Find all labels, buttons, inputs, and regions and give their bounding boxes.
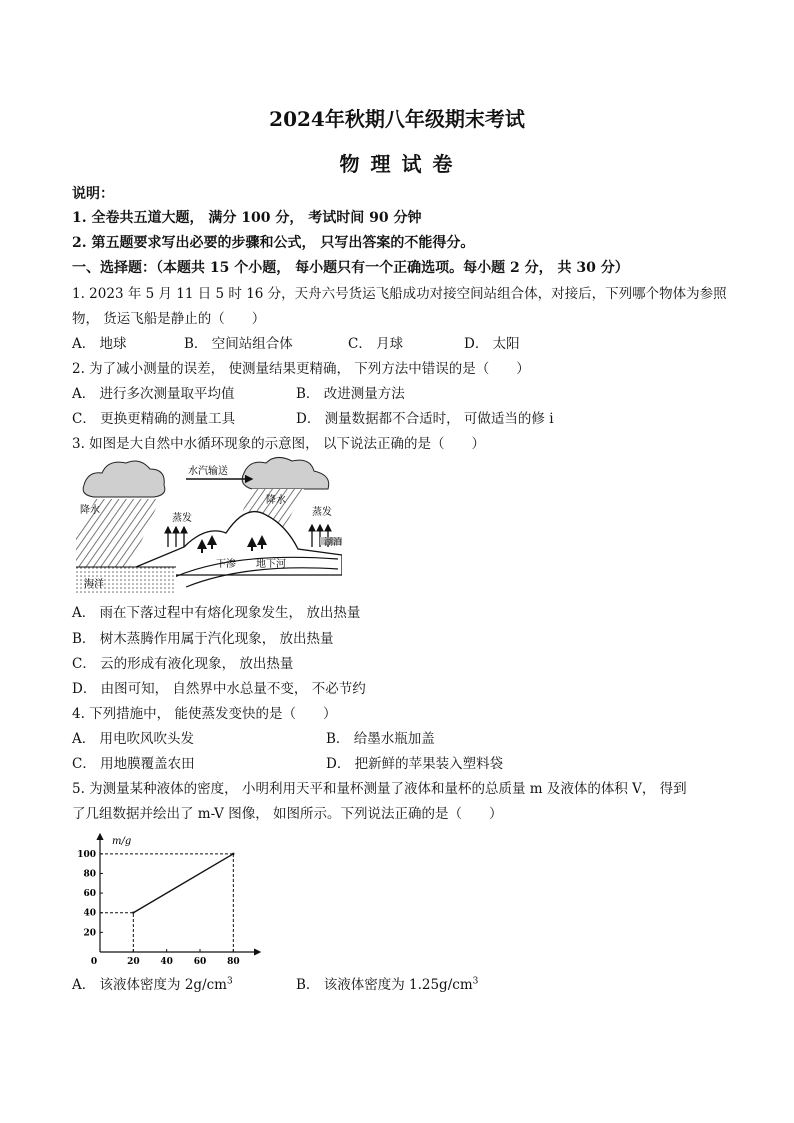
y-axis-label: m/g [112, 836, 132, 847]
q1-option-c: C． 月球 [348, 336, 404, 352]
q3-option-b: B． 树木蒸腾作用属于汽化现象， 放出热量 [72, 631, 334, 647]
data-point [232, 853, 234, 855]
label-rain-right: 降水 [266, 495, 286, 506]
q2-option-a: A． 进行多次测量取平均值 [72, 386, 235, 402]
x-tick-label: 20 [127, 957, 140, 967]
data-point [132, 912, 134, 914]
water-cycle-diagram [76, 455, 342, 599]
q5-option-a-sup: 3 [226, 976, 233, 987]
q1-option-b: B． 空间站组合体 [184, 336, 293, 352]
data-line [133, 854, 233, 913]
q3-stem: 3. 如图是大自然中水循环现象的示意图， 以下说法正确的是（ ） [72, 436, 485, 452]
y-tick-label: 40 [83, 908, 96, 919]
q2-stem: 2. 为了减小测量的误差， 使测量结果更精确， 下列方法中错误的是（ ） [72, 361, 530, 377]
q2-option-b: B． 改进测量方法 [296, 386, 405, 402]
label-lake: 湖泊 [324, 538, 342, 548]
q3-option-a: A． 雨在下落过程中有熔化现象发生， 放出热量 [72, 605, 361, 621]
y-tick-label: 20 [83, 928, 96, 939]
q2-option-d: D． 测量数据都不合适时， 可做适当的修 i [296, 411, 554, 427]
y-tick-label: 60 [83, 889, 96, 900]
q3-option-c: C． 云的形成有液化现象， 放出热量 [72, 656, 294, 672]
q1-stem-line2: 物， 货运飞船是静止的（ ） [72, 311, 266, 327]
q2-option-c: C． 更换更精确的测量工具 [72, 411, 236, 427]
q4-option-b: B． 给墨水瓶加盖 [326, 731, 435, 747]
exam-title: 2024年秋期八年级期末考试 [269, 107, 525, 131]
x-tick-label: 40 [160, 957, 173, 967]
x-tick-label: 80 [227, 957, 240, 967]
notes-heading: 说明： [72, 186, 114, 202]
label-rain-left: 降水 [80, 505, 100, 516]
label-evap-right: 蒸发 [312, 507, 332, 518]
x-tick-label: 0 [90, 957, 98, 967]
q4-option-a: A． 用电吹风吹头发 [72, 731, 195, 747]
label-underground: 地下河 [256, 559, 286, 570]
x-tick-label: 60 [193, 957, 207, 967]
label-infiltration: 下渗 [216, 559, 236, 570]
label-evap-left: 蒸发 [172, 513, 192, 524]
q1-option-d: D． 太阳 [464, 336, 520, 352]
q5-option-a-text: A． 该液体密度为 2g/cm [72, 977, 227, 993]
q4-option-d: D． 把新鲜的苹果装入塑料袋 [326, 756, 504, 772]
y-tick-label: 80 [83, 869, 96, 880]
q5-stem-line1: 5. 为测量某种液体的密度， 小明利用天平和量杯测量了液体和量杯的总质量 m 及液体的体积 V， 得到 [72, 781, 687, 797]
section1-heading: 一、选择题：（本题共 15 个小题， 每小题只有一个正确选项。每小题 2 分， 共 30 分） [72, 260, 629, 276]
q5-option-b-sup: 3 [472, 976, 479, 987]
y-tick-label: 100 [77, 849, 96, 860]
chart-axes [100, 834, 260, 952]
q5-option-a [72, 973, 233, 993]
q3-option-d: D． 由图可知， 自然界中水总量不变， 不必节约 [72, 681, 366, 697]
m-v-graph [74, 830, 264, 974]
note-item-1: 1. 全卷共五道大题， 满分 100 分， 考试时间 90 分钟 [72, 210, 422, 226]
q1-stem-line1: 1. 2023 年 5 月 11 日 5 时 16 分，天舟六号货运飞船成功对接空间站组合体，对接后，下列哪个物体为参照 [72, 286, 727, 302]
q5-stem-line2: 了几组数据并绘出了 m-V 图像， 如图所示。下列说法正确的是（ ） [72, 806, 503, 822]
note-item-2: 2. 第五题要求写出必要的步骤和公式， 只写出答案的不能得分。 [72, 235, 475, 251]
q4-option-c: C． 用地膜覆盖农田 [72, 756, 195, 772]
exam-subtitle: 物 理 试 卷 [339, 152, 455, 176]
q5-option-b-text: B． 该液体密度为 1.25g/cm [296, 977, 473, 993]
q5-option-b [296, 973, 478, 993]
label-ocean: 海洋 [84, 579, 104, 590]
label-transport: 水汽输送 [188, 466, 228, 477]
q4-stem: 4. 下列措施中， 能使蒸发变快的是（ ） [72, 706, 337, 722]
q1-option-a: A． 地球 [72, 336, 127, 352]
